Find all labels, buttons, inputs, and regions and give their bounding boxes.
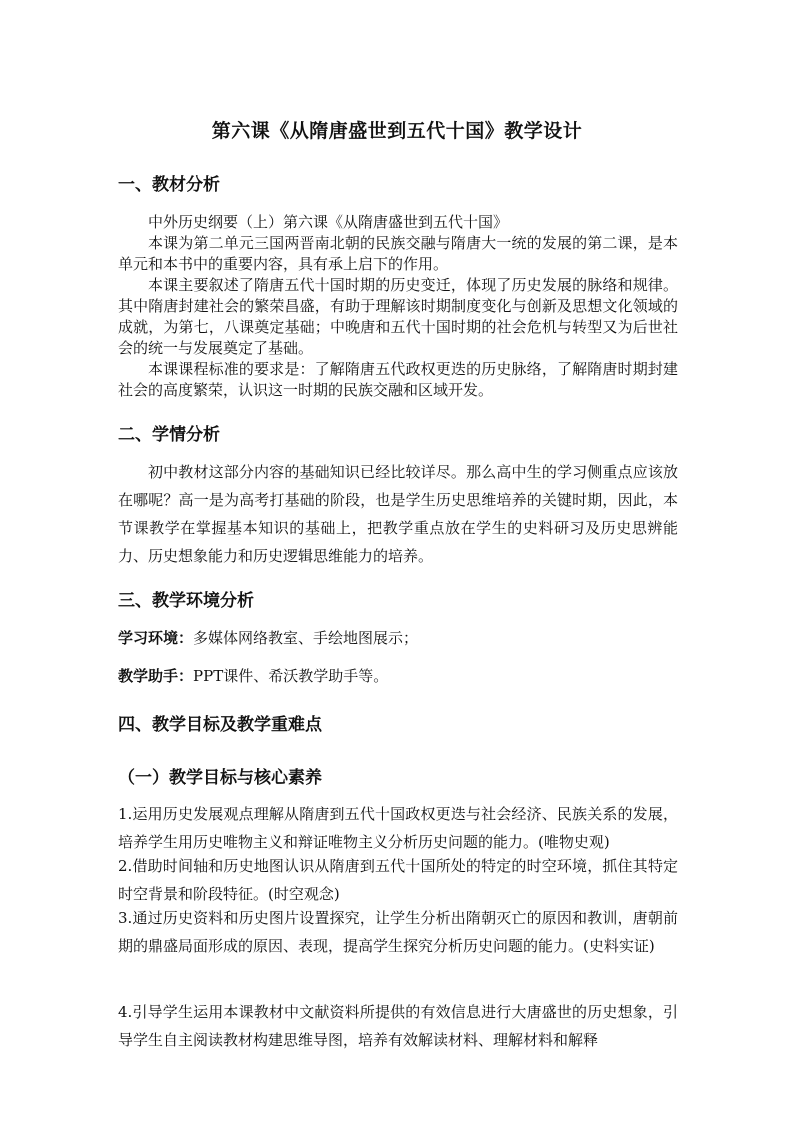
section-heading-objectives: 四、教学目标及教学重难点: [118, 715, 322, 735]
goal-item: 4.引导学生运用本课教材中文献资料所提供的有效信息进行大唐盛世的历史想象，引导学生自主阅读教材构建思维导图，培养有效解读材料、理解材料和解释: [118, 1003, 678, 1049]
subsection-heading: （一）教学目标与核心素养: [118, 768, 322, 788]
environment-label: 学习环境：: [118, 629, 194, 647]
environment-label: 教学助手：: [118, 667, 194, 685]
section-heading-learner-analysis: 二、学情分析: [118, 425, 220, 445]
section-heading-textbook-analysis: 一、教材分析: [118, 175, 220, 195]
goal-item: 1.运用历史发展观点理解从隋唐到五代十国政权更迭与社会经济、民族关系的发展，培养学生用历史唯物主义和辩证唯物主义分析历史问题的能力。(唯物史观): [118, 805, 678, 851]
environment-text: PPT课件、希沃教学助手等。: [193, 667, 389, 685]
environment-text: 多媒体网络教室、手绘地图展示；: [193, 629, 419, 647]
environment-item: [118, 664, 678, 688]
goal-item: 2.借助时间轴和历史地图认识从隋唐到五代十国所处的特定的时空环境，抓住其特定时空背景和阶段特征。(时空观念): [118, 857, 678, 903]
section-heading-environment-analysis: 三、教学环境分析: [118, 591, 254, 611]
document-title: 第六课《从隋唐盛世到五代十国》教学设计: [211, 120, 583, 142]
paragraph: 中外历史纲要（上）第六课《从隋唐盛世到五代十国》: [148, 213, 509, 231]
paragraph: 本课课程标准的要求是：了解隋唐五代政权更迭的历史脉络，了解隋唐时期封建社会的高度繁荣，认识这一时期的民族交融和区域开发。: [118, 360, 678, 399]
environment-item: [118, 626, 678, 650]
goal-item: 3.通过历史资料和历史图片设置探究，让学生分析出隋朝灭亡的原因和教训，唐朝前期的鼎盛局面形成的原因、表现，提高学生探究分析历史问题的能力。(史料实证): [118, 909, 678, 955]
paragraph: 初中教材这部分内容的基础知识已经比较详尽。那么高中生的学习侧重点应该放在哪呢？高一是为高考打基础的阶段，也是学生历史思维培养的关键时期，因此，本节课教学在掌握基本知识的基础上，把教学重点放在学生的史料研习及历史思辨能力、历史想象能力和历史逻辑思维能力的培养。: [118, 463, 678, 565]
paragraph: 本课为第二单元三国两晋南北朝的民族交融与隋唐大一统的发展的第二课，是本单元和本书中的重要内容，具有承上启下的作用。: [118, 234, 678, 273]
paragraph: 本课主要叙述了隋唐五代十国时期的历史变迁，体现了历史发展的脉络和规律。其中隋唐封建社会的繁荣昌盛，有助于理解该时期制度变化与创新及思想文化领域的成就，为第七，八课奠定基础；中晚唐和五代十国时期的社会危机与转型又为后世社会的统一与发展奠定了基础。: [118, 276, 678, 357]
